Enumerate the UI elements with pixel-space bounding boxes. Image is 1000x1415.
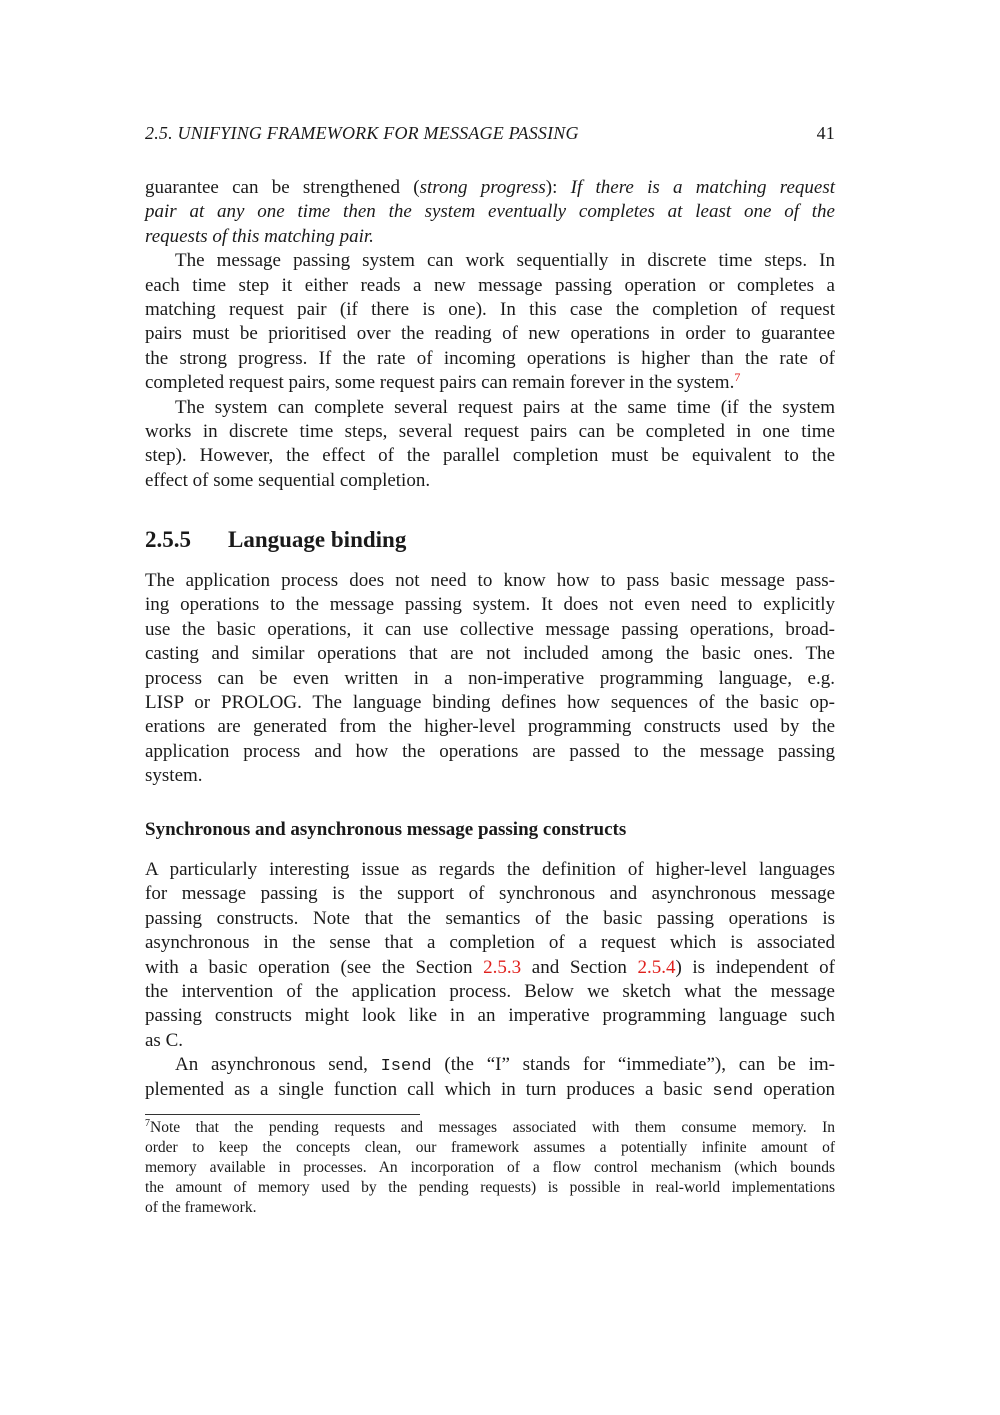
text-run: of the framework. xyxy=(145,1199,257,1216)
text-run: step). However, the effect of the parallel completion must be equivalent to the xyxy=(145,445,835,467)
text-run: effect of some sequential completion. xyxy=(145,469,431,491)
text-line xyxy=(145,274,835,298)
text-line xyxy=(145,1198,835,1218)
section-title: Language binding xyxy=(228,527,407,552)
paragraphs-constructs xyxy=(145,858,835,1102)
text-run: passing constructs might look like in an imperative programming language such xyxy=(145,1005,835,1027)
text-line xyxy=(145,200,835,224)
text-line xyxy=(145,1118,835,1138)
text-run: pairs must be prioritised over the reading of new operations in order to guarantee xyxy=(145,323,835,345)
text-run: plemented as a single function call which in turn produces a basic xyxy=(145,1078,713,1100)
text-line xyxy=(145,396,835,420)
text-line xyxy=(145,1138,835,1158)
text-run: guarantee can be strengthened ( xyxy=(145,177,420,198)
text-line xyxy=(145,569,835,593)
text-run: system. xyxy=(145,765,203,787)
text-line xyxy=(145,1078,835,1102)
footnote xyxy=(145,1118,835,1218)
text-run: matching request pair (if there is one). In this case the completion of request xyxy=(145,298,835,320)
code-text: Isend xyxy=(380,1057,432,1077)
section-number: 2.5.5 xyxy=(145,527,191,552)
text-run: process can be even written in a non-imperative programming language, e.g. xyxy=(145,667,835,689)
text-run: with a basic operation (see the Section xyxy=(145,956,484,978)
italic-text: requests of this matching pair. xyxy=(145,225,374,247)
text-line xyxy=(145,907,835,931)
text-run: The message passing system can work sequentially in discrete time steps. In xyxy=(175,250,835,272)
text-run: ) is independent of xyxy=(675,956,836,978)
text-run: The application process does not need to know how to pass basic message pass- xyxy=(145,570,835,591)
text-run: LISP or PROLOG. The language binding defines how sequences of the basic op- xyxy=(145,691,835,713)
text-run: as C. xyxy=(145,1029,183,1051)
section-link[interactable]: 2.5.4 xyxy=(637,956,676,978)
italic-text: strong progress xyxy=(419,177,546,198)
text-run: completed request pairs, some request pairs can remain forever in the system. xyxy=(145,372,735,394)
footnote-marker: 7 xyxy=(145,1118,150,1129)
text-line xyxy=(145,347,835,371)
text-line xyxy=(145,980,835,1004)
text-line xyxy=(145,740,835,764)
text-line xyxy=(145,469,835,493)
text-line xyxy=(145,176,835,200)
section-heading xyxy=(145,527,835,553)
italic-text: If there is a matching request xyxy=(570,177,836,198)
text-line xyxy=(145,667,835,691)
text-line xyxy=(145,715,835,739)
text-run: for message passing is the support of synchronous and asynchronous message xyxy=(145,883,835,905)
text-line xyxy=(145,642,835,666)
paragraphs-progress xyxy=(145,176,835,493)
text-line xyxy=(145,249,835,273)
text-run: A particularly interesting issue as regards the definition of higher-level languages xyxy=(145,859,835,880)
italic-text: pair at any one time then the system eventually completes at least one of the xyxy=(145,201,835,223)
text-run: the strong progress. If the rate of incoming operations is higher than the rate of xyxy=(145,347,835,369)
text-line xyxy=(145,1053,835,1077)
text-run: ing operations to the message passing system. It does not even need to explicitly xyxy=(145,594,835,616)
text-run: the amount of memory used by the pending requests) is possible in real-world implementations xyxy=(145,1179,835,1196)
code-text: send xyxy=(712,1081,754,1101)
text-line xyxy=(145,1029,835,1053)
text-line xyxy=(145,956,835,980)
text-line xyxy=(145,1004,835,1028)
section-link[interactable]: 2.5.3 xyxy=(483,956,522,978)
subsection-heading: Synchronous and asynchronous message passing constructs xyxy=(145,819,627,840)
text-line xyxy=(145,858,835,882)
paragraph-language-binding xyxy=(145,569,835,789)
text-run: Note that the pending requests and messages associated with them consume memory. In xyxy=(150,1119,835,1136)
text-run: application process and how the operations are passed to the message passing xyxy=(145,740,835,762)
text-line xyxy=(145,371,835,395)
text-run: (the “I” stands for “immediate”), can be im- xyxy=(431,1054,835,1076)
text-run: order to keep the concepts clean, our framework assumes a potentially infinite amount of xyxy=(145,1139,835,1156)
text-line xyxy=(145,618,835,642)
text-line xyxy=(145,931,835,955)
text-line xyxy=(145,322,835,346)
footnote-marker[interactable]: 7 xyxy=(734,370,741,385)
text-line xyxy=(145,764,835,788)
footnote-rule xyxy=(145,1114,420,1115)
running-title: 2.5. UNIFYING FRAMEWORK FOR MESSAGE PASSING xyxy=(145,123,579,143)
text-line xyxy=(145,882,835,906)
text-run: passing constructs. Note that the semantics of the basic passing operations is xyxy=(145,907,835,929)
running-header xyxy=(145,123,835,144)
text-run: ): xyxy=(545,177,571,198)
text-line xyxy=(145,444,835,468)
text-line xyxy=(145,225,835,249)
text-run: works in discrete time steps, several request pairs can be completed in one time xyxy=(145,420,835,442)
text-run: operation xyxy=(753,1078,835,1100)
text-line xyxy=(145,420,835,444)
text-run: asynchronous in the sense that a completion of a request which is associated xyxy=(145,932,835,954)
text-run: each time step it either reads a new message passing operation or completes a xyxy=(145,274,835,296)
text-line xyxy=(145,593,835,617)
text-run: casting and similar operations that are not included among the basic ones. The xyxy=(145,643,835,665)
text-run: The system can complete several request pairs at the same time (if the system xyxy=(175,396,835,418)
text-line xyxy=(145,298,835,322)
text-run: and Section xyxy=(521,956,638,978)
text-run: use the basic operations, it can use collective message passing operations, broad- xyxy=(145,618,835,640)
text-run: erations are generated from the higher-level programming constructs used by the xyxy=(145,716,835,738)
page-number: 41 xyxy=(816,123,835,143)
text-run: the intervention of the application process. Below we sketch what the message xyxy=(145,980,835,1002)
text-run: An asynchronous send, xyxy=(175,1054,381,1076)
text-line xyxy=(145,1178,835,1198)
text-run: memory available in processes. An incorporation of a flow control mechanism (which bounds xyxy=(145,1159,835,1176)
text-line xyxy=(145,1158,835,1178)
text-line xyxy=(145,691,835,715)
